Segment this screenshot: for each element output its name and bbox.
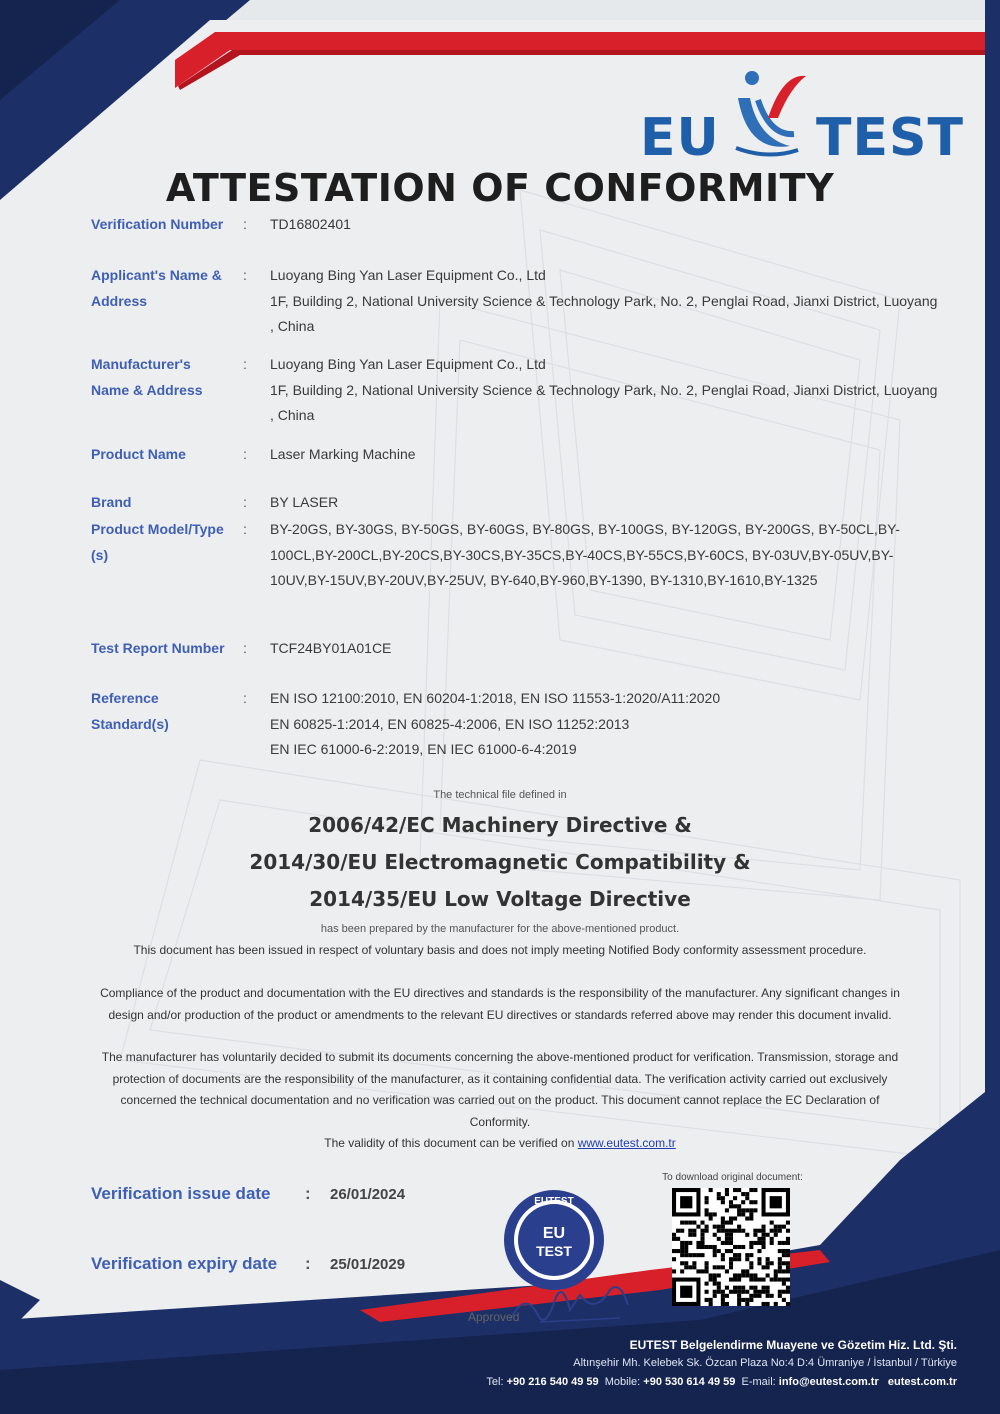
validity-line — [100, 1133, 900, 1155]
field-label: Product Name — [91, 446, 186, 462]
footer-company: EUTEST Belgelendirme Muayene ve Gözetim Hiz. Ltd. Şti. — [629, 1338, 957, 1352]
validity-text: The validity of this document can be verified on — [324, 1136, 575, 1150]
mobile-label: Mobile: — [604, 1376, 641, 1388]
field-value: BY-20GS, BY-30GS, BY-50GS, BY-60GS, BY-80GS, BY-100GS, BY-120GS, BY-200GS, BY-50CL,BY-100CL,BY-200CL,BY-20CS,BY-30CS,BY-35CS,BY-40CS,BY-55CS,BY-60CS, BY-03UV,BY-05UV,BY-10UV,BY-15UV,BY-20UV,BY-25UV, BY-640,BY-960,BY-1390, BY-1310,BY-1610,BY-1325 — [270, 521, 900, 588]
tel-label: Tel: — [486, 1376, 504, 1388]
qr-caption: To download original document: — [662, 1172, 803, 1183]
field-value: TCF24BY01A01CE — [270, 640, 392, 656]
issue-date-value: 26/01/2024 — [330, 1186, 406, 1203]
approved-label: Approved — [468, 1310, 520, 1324]
logo-text-test: TEST — [816, 108, 964, 168]
directive-lvd: 2014/35/EU Low Voltage Directive — [309, 887, 691, 911]
prepared-note: has been prepared by the manufacturer for the above-mentioned product. — [320, 923, 680, 935]
directive-machinery: 2006/42/EC Machinery Directive & — [308, 813, 692, 837]
mobile-number: +90 530 614 49 59 — [643, 1376, 736, 1388]
validity-link[interactable]: www.eutest.com.tr — [577, 1136, 676, 1150]
field-label: Verification Number — [91, 216, 224, 232]
paragraph-verification: The manufacturer has voluntarily decided to submit its documents concerning the above-mentioned product for verification. Transmission, storage and protection of documents are the responsibility of the manufacturer, as it containing confidential data. The verification activity carried out exclusively concerned the technical documentation and no verification was carried out on the product. This document cannot replace the EC Declaration of Conformity. — [101, 1050, 899, 1129]
field-label: Reference Standard(s) — [91, 690, 169, 732]
issue-date-label: Verification issue date — [91, 1184, 271, 1203]
email-link[interactable]: info@eutest.com.tr — [778, 1376, 879, 1388]
qr-code[interactable] — [672, 1188, 790, 1306]
field-value: EN ISO 12100:2010, EN 60204-1:2018, EN ISO 11553-1:2020/A11:2020 EN 60825-1:2014, EN 60825-4:2006, EN ISO 11252:2013 EN IEC 61000-6-2:2019, EN IEC 61000-6-4:2019 — [270, 690, 721, 757]
svg-text:EUTEST: EUTEST — [534, 1196, 574, 1207]
eutest-logo — [640, 68, 964, 168]
expiry-date-value: 25/01/2029 — [330, 1256, 406, 1273]
logo-emblem-icon — [728, 68, 812, 163]
directive-emc: 2014/30/EU Electromagnetic Compatibility & — [249, 850, 751, 874]
paragraph-voluntary: This document has been issued in respect of voluntary basis and does not imply meeting Notified Body conformity assessment procedure. — [133, 943, 867, 957]
svg-text:TEST: TEST — [536, 1243, 572, 1259]
website-link[interactable]: eutest.com.tr — [887, 1376, 957, 1388]
logo-text-eu: EU — [640, 108, 720, 168]
field-value: Luoyang Bing Yan Laser Equipment Co., Ltd 1F, Building 2, National University Science & Technology Park, No. 2, Penglai Road, Jianxi District, Luoyang , China — [270, 267, 938, 334]
field-value: Luoyang Bing Yan Laser Equipment Co., Ltd 1F, Building 2, National University Science & Technology Park, No. 2, Penglai Road, Jianxi District, Luoyang , China — [270, 356, 938, 423]
email-label: E-mail: — [741, 1376, 776, 1388]
field-label: Manufacturer's Name & Address — [91, 356, 203, 398]
field-label: Applicant's Name & Address — [91, 267, 222, 309]
expiry-date-label: Verification expiry date — [91, 1254, 278, 1273]
svg-text:EU: EU — [542, 1225, 566, 1242]
field-value: Laser Marking Machine — [270, 446, 416, 462]
field-value: TD16802401 — [270, 216, 351, 232]
paragraph-compliance: Compliance of the product and documentation with the EU directives and standards is the responsibility of the manufacturer. Any significant changes in design and/or production of the product or amendments to the relevant EU directives or standards referred above may render this document invalid. — [100, 986, 900, 1022]
footer-contact — [486, 1376, 957, 1388]
document-title: ATTESTATION OF CONFORMITY — [165, 166, 835, 210]
footer-address: Altınşehir Mh. Kelebek Sk. Özcan Plaza No:4 D:4 Ümraniye / İstanbul / Türkiye — [573, 1357, 957, 1369]
field-label: Brand — [91, 494, 132, 510]
signature-icon — [500, 1270, 640, 1340]
field-label: Product Model/Type (s) — [91, 521, 224, 563]
tel-number: +90 216 540 49 59 — [506, 1376, 599, 1388]
technical-file-intro: The technical file defined in — [433, 789, 567, 801]
field-label: Test Report Number — [91, 640, 225, 656]
field-value: BY LASER — [270, 494, 339, 510]
